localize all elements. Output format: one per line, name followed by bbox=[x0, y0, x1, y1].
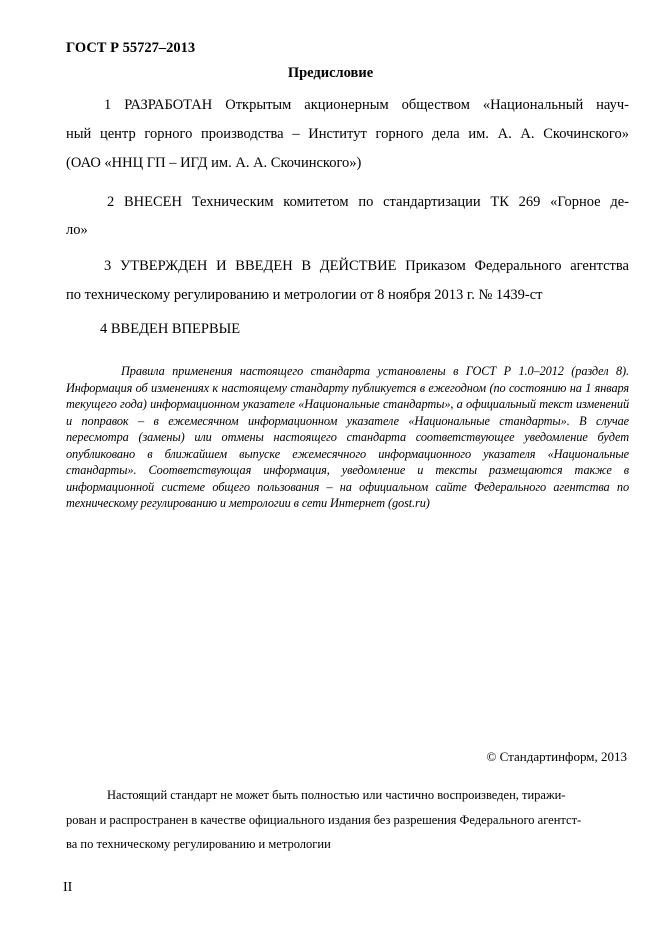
document-id: ГОСТ Р 55727–2013 bbox=[66, 40, 196, 56]
rights-line-2: рован и распространен в качестве официального издания без разрешения Федерального агентст- bbox=[66, 813, 582, 827]
preface-item-1-line-3: (ОАО «ННЦ ГП – ИГД им. А. А. Скочинского») bbox=[66, 155, 362, 171]
page-number: II bbox=[63, 880, 73, 895]
standard-notice-paragraph: Правила применения настоящего стандарта установлены в ГОСТ Р 1.0–2012 (раздел 8). Информация об изменениях к настоящему стандарту публикуется в ежегодном (по состоянию на 1 января текущего года) информационном указателе «Национальные стандарты», а официальный текст изменений и поправок – в ежемесячном информационном указателе «Национальные стандарты». В случае пересмотра (замены) или отмены настоящего стандарта соответствующее уведомление будет опубликовано в ближайшем выпуске ежемесячного информационного указателя «Национальные стандарты». Соответствующая информация, уведомление и тексты размещаются также в информационной системе общего пользования – на официальном сайте Федерального агентства по техническому регулированию и метрологии в сети Интернет (gost.ru) bbox=[66, 364, 629, 510]
preface-item-2-line-2: ло» bbox=[66, 222, 88, 238]
copyright-line: © Стандартинформ, 2013 bbox=[486, 749, 627, 764]
preface-item-2-line-1: 2 ВНЕСЕН Техническим комитетом по стандартизации ТК 269 «Горное де- bbox=[107, 194, 629, 210]
preface-item-3-line-2: по техническому регулированию и метрологии от 8 ноября 2013 г. № 1439-ст bbox=[66, 287, 543, 303]
rights-line-3: ва по техническому регулированию и метрологии bbox=[66, 837, 331, 851]
rights-line-1: Настоящий стандарт не может быть полностью или частично воспроизведен, тиражи- bbox=[107, 788, 566, 802]
preface-item-3-line-1: 3 УТВЕРЖДЕН И ВВЕДЕН В ДЕЙСТВИЕ Приказом Федерального агентства bbox=[104, 258, 629, 274]
preface-item-1-line-1: 1 РАЗРАБОТАН Открытым акционерным обществом «Национальный науч- bbox=[104, 97, 629, 113]
preface-title: Предисловие bbox=[287, 65, 374, 81]
preface-item-4: 4 ВВЕДЕН ВПЕРВЫЕ bbox=[100, 321, 241, 337]
preface-item-1-line-2: ный центр горного производства – Институт горного дела им. А. А. Скочинского» bbox=[66, 126, 629, 142]
